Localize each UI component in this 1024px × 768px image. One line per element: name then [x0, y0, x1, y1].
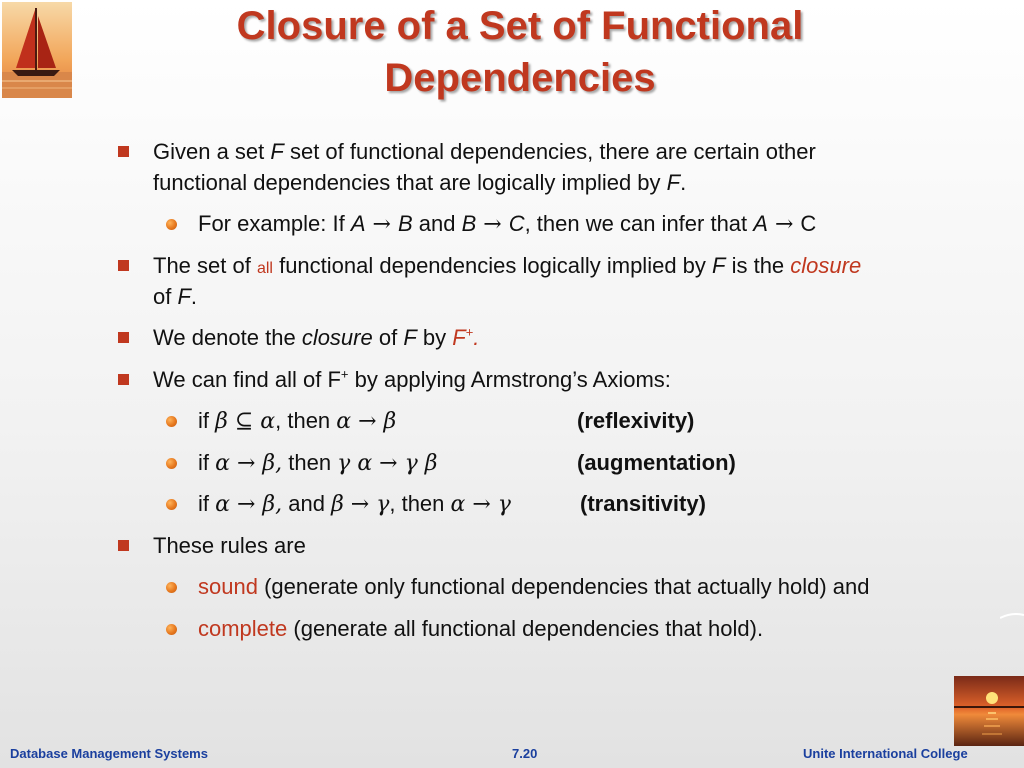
- title-line-1: Closure of a Set of Functional: [236, 4, 804, 48]
- bullet-denote-closure: We denote the closure of F by F+.: [153, 324, 480, 350]
- axiom-transitivity: if α → β, and β → γ, then α → γ: [198, 491, 511, 517]
- axiom-name-reflexivity: (reflexivity): [577, 408, 695, 433]
- bullet-square-icon: [118, 146, 129, 157]
- sub-bullet-example: For example: If A → B and B → C, then we can infer that A → C: [198, 211, 817, 237]
- bullet-circle-icon: [166, 624, 177, 635]
- bullet-rules-are: These rules are: [153, 533, 306, 558]
- bullet-square-icon: [118, 540, 129, 551]
- bullet-square-icon: [118, 374, 129, 385]
- bullet-circle-icon: [166, 499, 177, 510]
- bullet-circle-icon: [166, 458, 177, 469]
- bullet-circle-icon: [166, 582, 177, 593]
- axiom-name-transitivity: (transitivity): [580, 491, 706, 516]
- decorative-swoosh: [1000, 606, 1024, 612]
- footer-course-name: Database Management Systems: [10, 746, 208, 761]
- bullet-set-of-all-line2: of F.: [153, 284, 198, 309]
- bullet-square-icon: [118, 260, 129, 271]
- sub-bullet-complete: complete (generate all functional dependencies that hold).: [198, 616, 764, 641]
- sub-bullet-sound: sound (generate only functional dependencies that actually hold) and: [198, 574, 870, 599]
- bullet-set-of-all-line1: The set of all functional dependencies logically implied by F is the closure: [153, 253, 862, 278]
- bullet-given-set-line1: Given a set F set of functional dependencies, there are certain other: [153, 139, 816, 164]
- bullet-armstrong: We can find all of F+ by applying Armstrong’s Axioms:: [153, 366, 671, 392]
- bullet-circle-icon: [166, 219, 177, 230]
- bullet-square-icon: [118, 332, 129, 343]
- title-line-2: Dependencies: [384, 56, 656, 100]
- footer-institution: Unite International College: [803, 746, 968, 761]
- axiom-reflexivity: if β ⊆ α, then α → β: [198, 408, 397, 434]
- axiom-name-augmentation: (augmentation): [577, 450, 736, 475]
- sunset-logo-icon: [954, 676, 1024, 746]
- bullet-given-set-line2: functional dependencies that are logically implied by F.: [153, 170, 687, 195]
- axiom-augmentation: if α → β, then γ α → γ β: [198, 450, 438, 476]
- bullet-circle-icon: [166, 416, 177, 427]
- footer-slide-number: 7.20: [512, 746, 538, 761]
